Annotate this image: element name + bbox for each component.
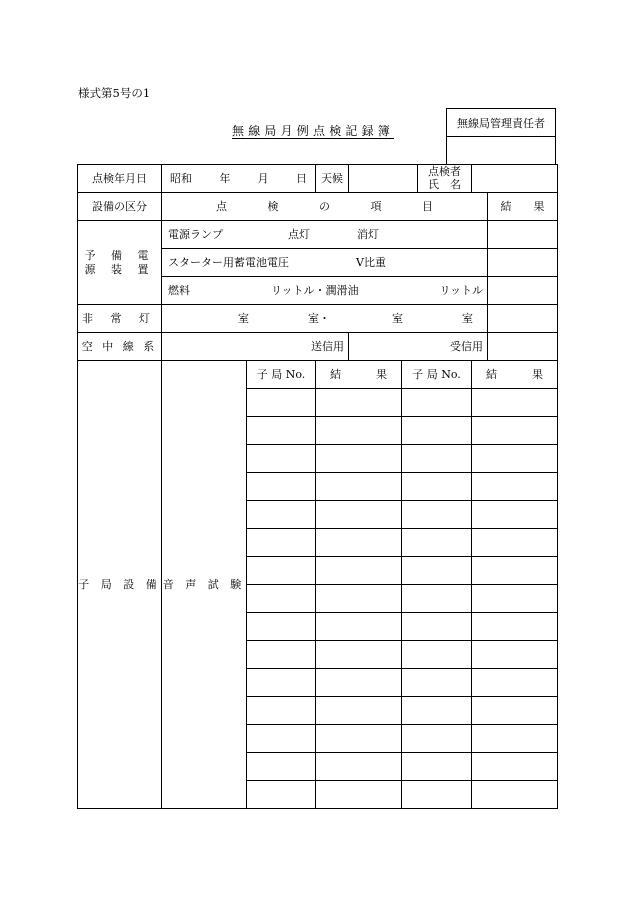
emergency-light-result-field[interactable] <box>488 305 558 333</box>
station-no-field-1[interactable] <box>247 725 316 753</box>
station-no-field-1[interactable] <box>247 529 316 557</box>
manager-box <box>446 108 556 164</box>
lamp-cell <box>162 221 488 249</box>
backup-lamp-row <box>78 221 558 249</box>
result-field-1[interactable] <box>316 725 402 753</box>
voice-test-label: 音 声 試 験 <box>162 361 247 809</box>
items-header-char-4: 項 <box>370 199 382 213</box>
inspector-label-line1: 点検者 <box>428 164 461 178</box>
result-field-1[interactable] <box>316 501 402 529</box>
fuel-label: 燃料 <box>168 283 190 297</box>
month-label: 月 <box>257 171 269 185</box>
transmit-cell[interactable] <box>162 333 349 361</box>
oil-unit-label: リットル <box>439 283 483 297</box>
result-header-1-char1: 結 <box>330 367 341 381</box>
result-field-1[interactable] <box>316 641 402 669</box>
date-row <box>78 165 558 193</box>
station-no-field-1[interactable] <box>247 669 316 697</box>
result-header-1-char2: 果 <box>376 367 387 381</box>
station-no-field-1[interactable] <box>247 501 316 529</box>
station-no-field-2[interactable] <box>402 753 472 781</box>
transmit-label: 送信用 <box>311 339 344 353</box>
receive-cell[interactable] <box>349 333 488 361</box>
station-no-field-2[interactable] <box>402 613 472 641</box>
antenna-result-field[interactable] <box>488 333 558 361</box>
station-no-field-1[interactable] <box>247 697 316 725</box>
result-field-2[interactable] <box>472 641 558 669</box>
station-no-field-1[interactable] <box>247 445 316 473</box>
inspector-name-field[interactable] <box>472 165 558 193</box>
room-label-1: 室 <box>238 311 249 325</box>
station-no-field-1[interactable] <box>247 557 316 585</box>
result-field-1[interactable] <box>316 585 402 613</box>
result-field-2[interactable] <box>472 697 558 725</box>
station-no-field-1[interactable] <box>247 781 316 809</box>
form-number: 様式第5号の1 <box>78 86 151 100</box>
result-header-1 <box>316 361 402 389</box>
station-no-field-2[interactable] <box>402 501 472 529</box>
emergency-light-label: 非 常 灯 <box>78 305 162 333</box>
fuel-cell <box>162 277 488 305</box>
battery-label: スターター用蓄電池電圧 <box>168 255 289 269</box>
station-no-field-1[interactable] <box>247 473 316 501</box>
items-header-char-5: 目 <box>422 199 433 213</box>
result-header-2-char1: 結 <box>486 367 497 381</box>
emergency-light-row <box>78 305 558 333</box>
result-field-1[interactable] <box>316 417 402 445</box>
result-field-2[interactable] <box>472 445 558 473</box>
backup-power-label-line1: 予 備 電 <box>84 249 155 263</box>
category-header: 設備の区分 <box>78 193 162 221</box>
result-field-2[interactable] <box>472 473 558 501</box>
room-label-3: 室 <box>392 311 403 325</box>
result-field-2[interactable] <box>472 613 558 641</box>
result-field-2[interactable] <box>472 389 558 417</box>
document-title: 無線局月例点検記録簿 <box>232 124 395 138</box>
items-header-char-1: 点 <box>216 199 227 213</box>
room-label-2: 室・ <box>308 311 330 325</box>
lamp-result-field[interactable] <box>488 221 558 249</box>
station-no-field-2[interactable] <box>402 669 472 697</box>
era-label: 昭和 <box>170 171 192 185</box>
result-field-1[interactable] <box>316 473 402 501</box>
station-no-field-2[interactable] <box>402 697 472 725</box>
inspector-label <box>418 165 472 193</box>
inspector-label-line2: 氏 名 <box>428 177 461 191</box>
fuel-result-field[interactable] <box>488 277 558 305</box>
receive-label: 受信用 <box>450 339 483 353</box>
station-no-field-2[interactable] <box>402 557 472 585</box>
station-no-field-1[interactable] <box>247 613 316 641</box>
station-no-field-1[interactable] <box>247 753 316 781</box>
antenna-row <box>78 333 558 361</box>
substation-header-row <box>78 361 558 389</box>
battery-result-field[interactable] <box>488 249 558 277</box>
station-no-field-2[interactable] <box>402 389 472 417</box>
result-field-1[interactable] <box>316 753 402 781</box>
result-field-1[interactable] <box>316 557 402 585</box>
station-no-field-2[interactable] <box>402 585 472 613</box>
year-label: 年 <box>219 171 231 185</box>
lamp-on-label: 点灯 <box>288 227 310 241</box>
result-field-2[interactable] <box>472 781 558 809</box>
result-header-2-char2: 果 <box>532 367 543 381</box>
battery-unit-label: V比重 <box>356 255 386 269</box>
station-no-field-2[interactable] <box>402 781 472 809</box>
inspection-table <box>77 164 558 809</box>
station-no-field-2[interactable] <box>402 445 472 473</box>
station-no-field-1[interactable] <box>247 585 316 613</box>
items-header-char-2: 検 <box>267 199 279 213</box>
date-field[interactable] <box>162 165 316 193</box>
result-header: 結 果 <box>488 193 558 221</box>
date-label: 点検年月日 <box>78 165 162 193</box>
result-field-1[interactable] <box>316 781 402 809</box>
backup-power-label <box>78 221 162 305</box>
result-field-1[interactable] <box>316 445 402 473</box>
fuel-unit-label: リットル・潤滑油 <box>270 283 359 297</box>
day-label: 日 <box>295 171 307 185</box>
result-field-2[interactable] <box>472 725 558 753</box>
result-field-2[interactable] <box>472 585 558 613</box>
station-no-field-1[interactable] <box>247 641 316 669</box>
result-field-1[interactable] <box>316 613 402 641</box>
result-field-2[interactable] <box>472 669 558 697</box>
result-header-2 <box>472 361 558 389</box>
station-no-header-2: 子 局 No. <box>402 361 472 389</box>
items-header-char-3: の <box>319 199 330 213</box>
station-no-header-1: 子 局 No. <box>247 361 316 389</box>
result-field-2[interactable] <box>472 557 558 585</box>
items-header <box>162 193 488 221</box>
station-no-field-2[interactable] <box>402 529 472 557</box>
emergency-light-cell[interactable] <box>162 305 488 333</box>
result-field-1[interactable] <box>316 389 402 417</box>
station-no-field-2[interactable] <box>402 473 472 501</box>
manager-label: 無線局管理責任者 <box>447 109 555 137</box>
column-header-row <box>78 193 558 221</box>
weather-label: 天候 <box>316 165 349 193</box>
station-no-field-1[interactable] <box>247 389 316 417</box>
result-field-2[interactable] <box>472 501 558 529</box>
station-no-field-2[interactable] <box>402 641 472 669</box>
result-field-1[interactable] <box>316 529 402 557</box>
room-label-4: 室 <box>462 311 473 325</box>
result-field-2[interactable] <box>472 529 558 557</box>
result-field-1[interactable] <box>316 669 402 697</box>
weather-field[interactable] <box>349 165 418 193</box>
lamp-off-label: 消灯 <box>357 227 379 241</box>
manager-signature-field[interactable] <box>447 137 555 165</box>
station-no-field-2[interactable] <box>402 725 472 753</box>
lamp-label: 電源ランプ <box>168 227 223 241</box>
result-field-2[interactable] <box>472 753 558 781</box>
station-no-field-2[interactable] <box>402 417 472 445</box>
substation-label: 子 局 設 備 <box>78 361 162 809</box>
result-field-1[interactable] <box>316 697 402 725</box>
antenna-label: 空 中 線 系 <box>78 333 162 361</box>
backup-power-label-line2: 源 装 置 <box>84 262 155 276</box>
result-field-2[interactable] <box>472 417 558 445</box>
station-no-field-1[interactable] <box>247 417 316 445</box>
battery-cell <box>162 249 488 277</box>
